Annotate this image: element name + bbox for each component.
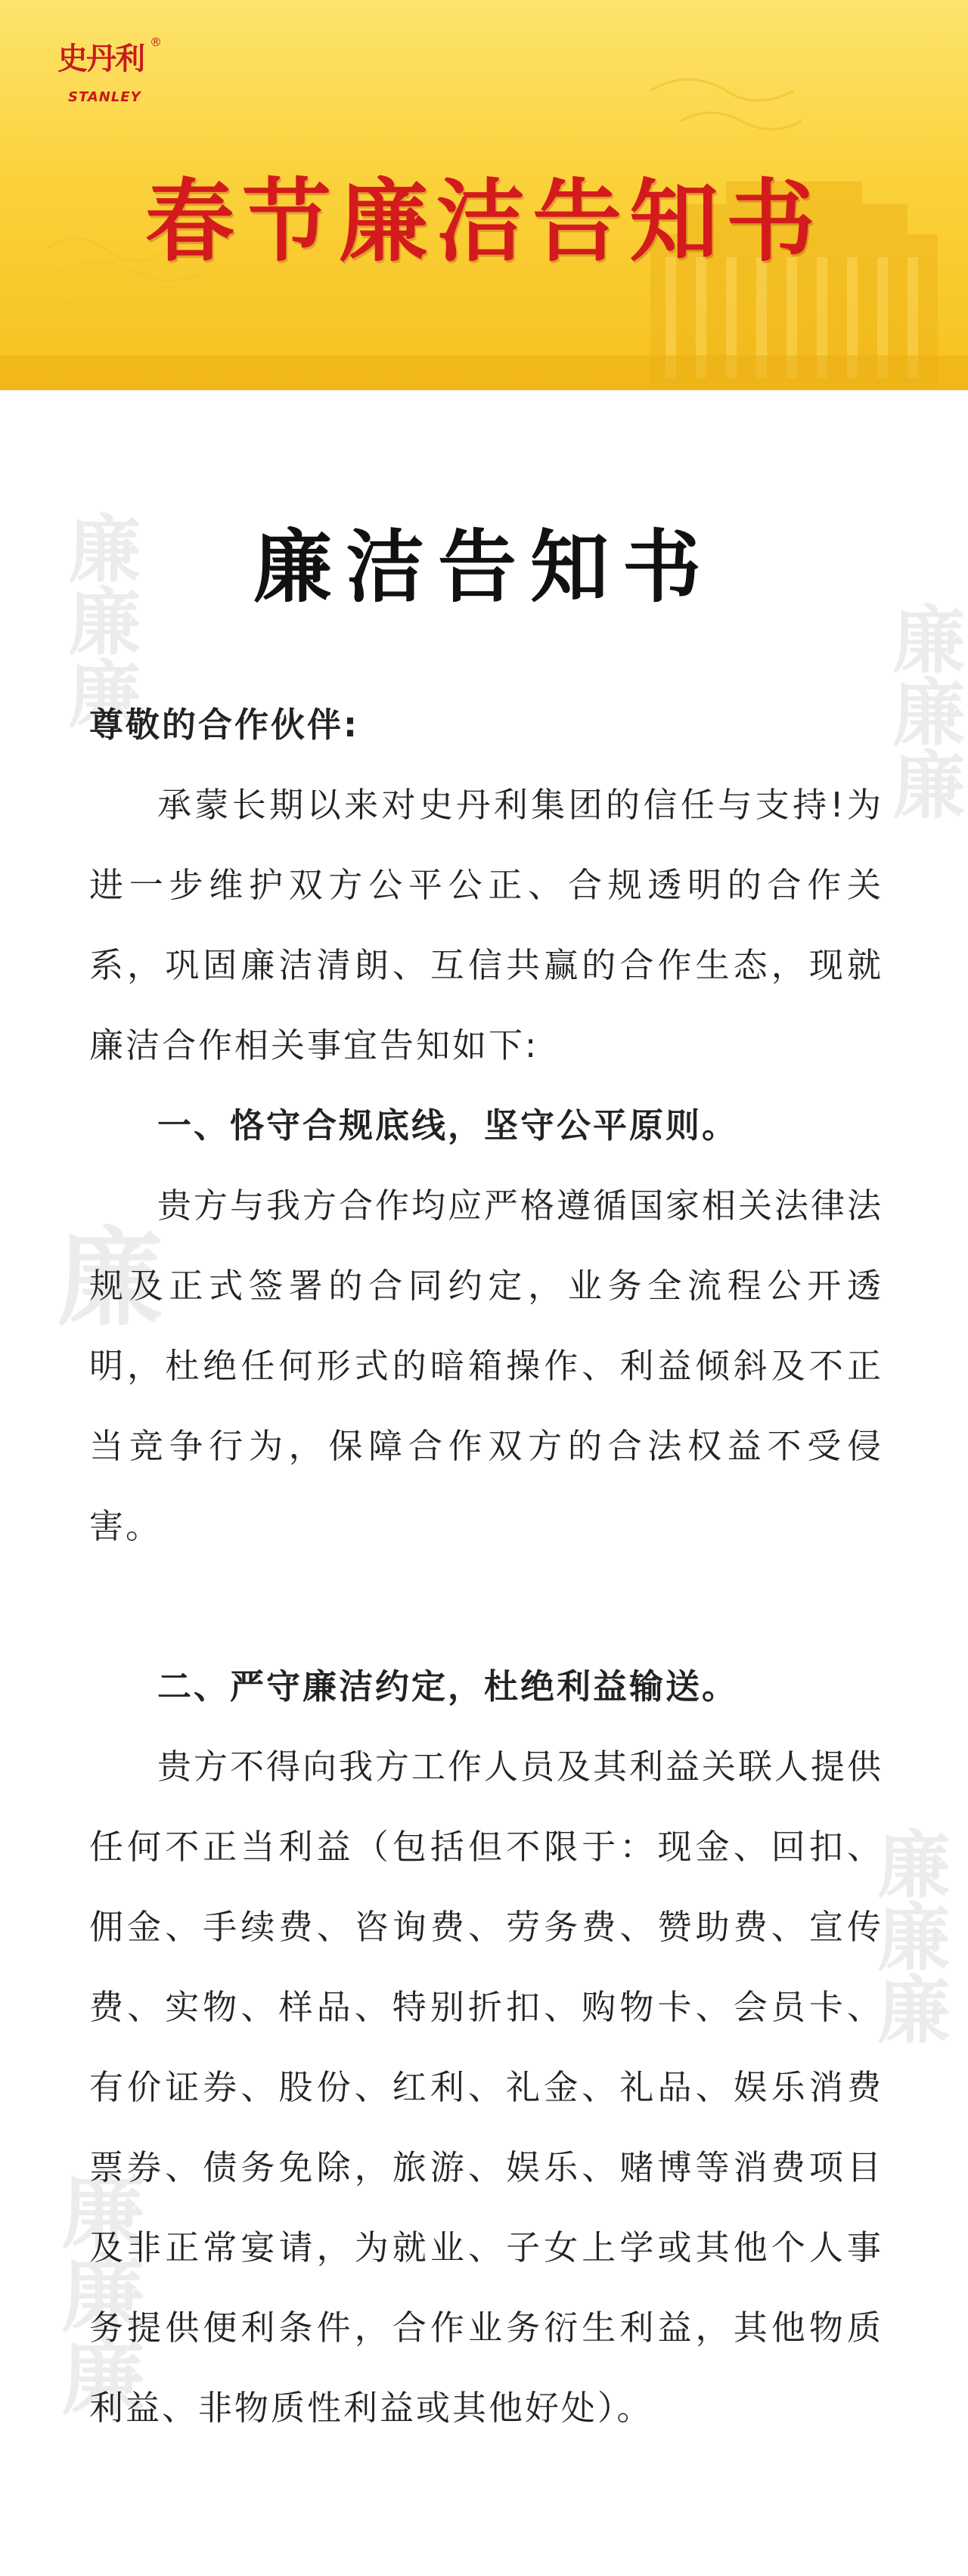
banner-title: 春节廉洁告知书 [144, 169, 823, 274]
document-body [0, 390, 968, 2576]
salutation: 尊敬的合作伙伴: [89, 705, 359, 745]
watermark-left: 廉廉廉 [56, 511, 142, 729]
watermark-left-3: 廉廉廉 [48, 2167, 146, 2416]
logo-latin-text: STANLEY [68, 89, 141, 105]
stanley-logo [57, 35, 171, 110]
section-1-heading: 一、恪守合规底线，坚守公平原则。 [157, 1105, 739, 1145]
section-2-heading: 二、严守廉洁约定，杜绝利益输送。 [157, 1666, 739, 1706]
logo-chinese-text: 史丹利 [57, 41, 144, 76]
watermark-left-2: 廉 [39, 1222, 163, 1328]
watermark-right: 廉廉廉 [880, 602, 966, 820]
document-title: 廉洁告知书 [253, 521, 715, 613]
intro-paragraph: 承蒙长期以来对史丹利集团的信任与支持!为进一步维护双方公平公正、合规透明的合作关系，巩固廉洁清朗、互信共赢的合作生态，现就廉洁合作相关事宜告知如下: [89, 785, 883, 1065]
section-2-body: 贵方不得向我方工作人员及其利益关联人提供任何不正当利益（包括但不限于：现金、回扣、佣金、手续费、咨询费、劳务费、赞助费、宣传费、实物、样品、特别折扣、购物卡、会员卡、有价证券、股份、红利、礼金、礼品、娱乐消费票券、债务免除，旅游、娱乐、赌博等消费项目及非正常宴请，为就业、子女上学或其他个人事务提供便利条件，合作业务衍生利益，其他物质利益、非物质性利益或其他好处）。 [89, 1747, 884, 2428]
document-text [89, 685, 883, 2448]
header-banner [0, 0, 968, 390]
paragraph-spacer [89, 1567, 883, 1647]
section-1-body: 贵方与我方合作均应严格遵循国家相关法律法规及正式签署的合同约定，业务全流程公开透明，杜绝任何形式的暗箱操作、利益倾斜及不正当竞争行为，保障合作双方的合法权益不受侵害。 [89, 1186, 884, 1546]
watermark-right-2: 廉廉廉 [865, 1827, 951, 2044]
registered-mark: ® [150, 35, 162, 49]
